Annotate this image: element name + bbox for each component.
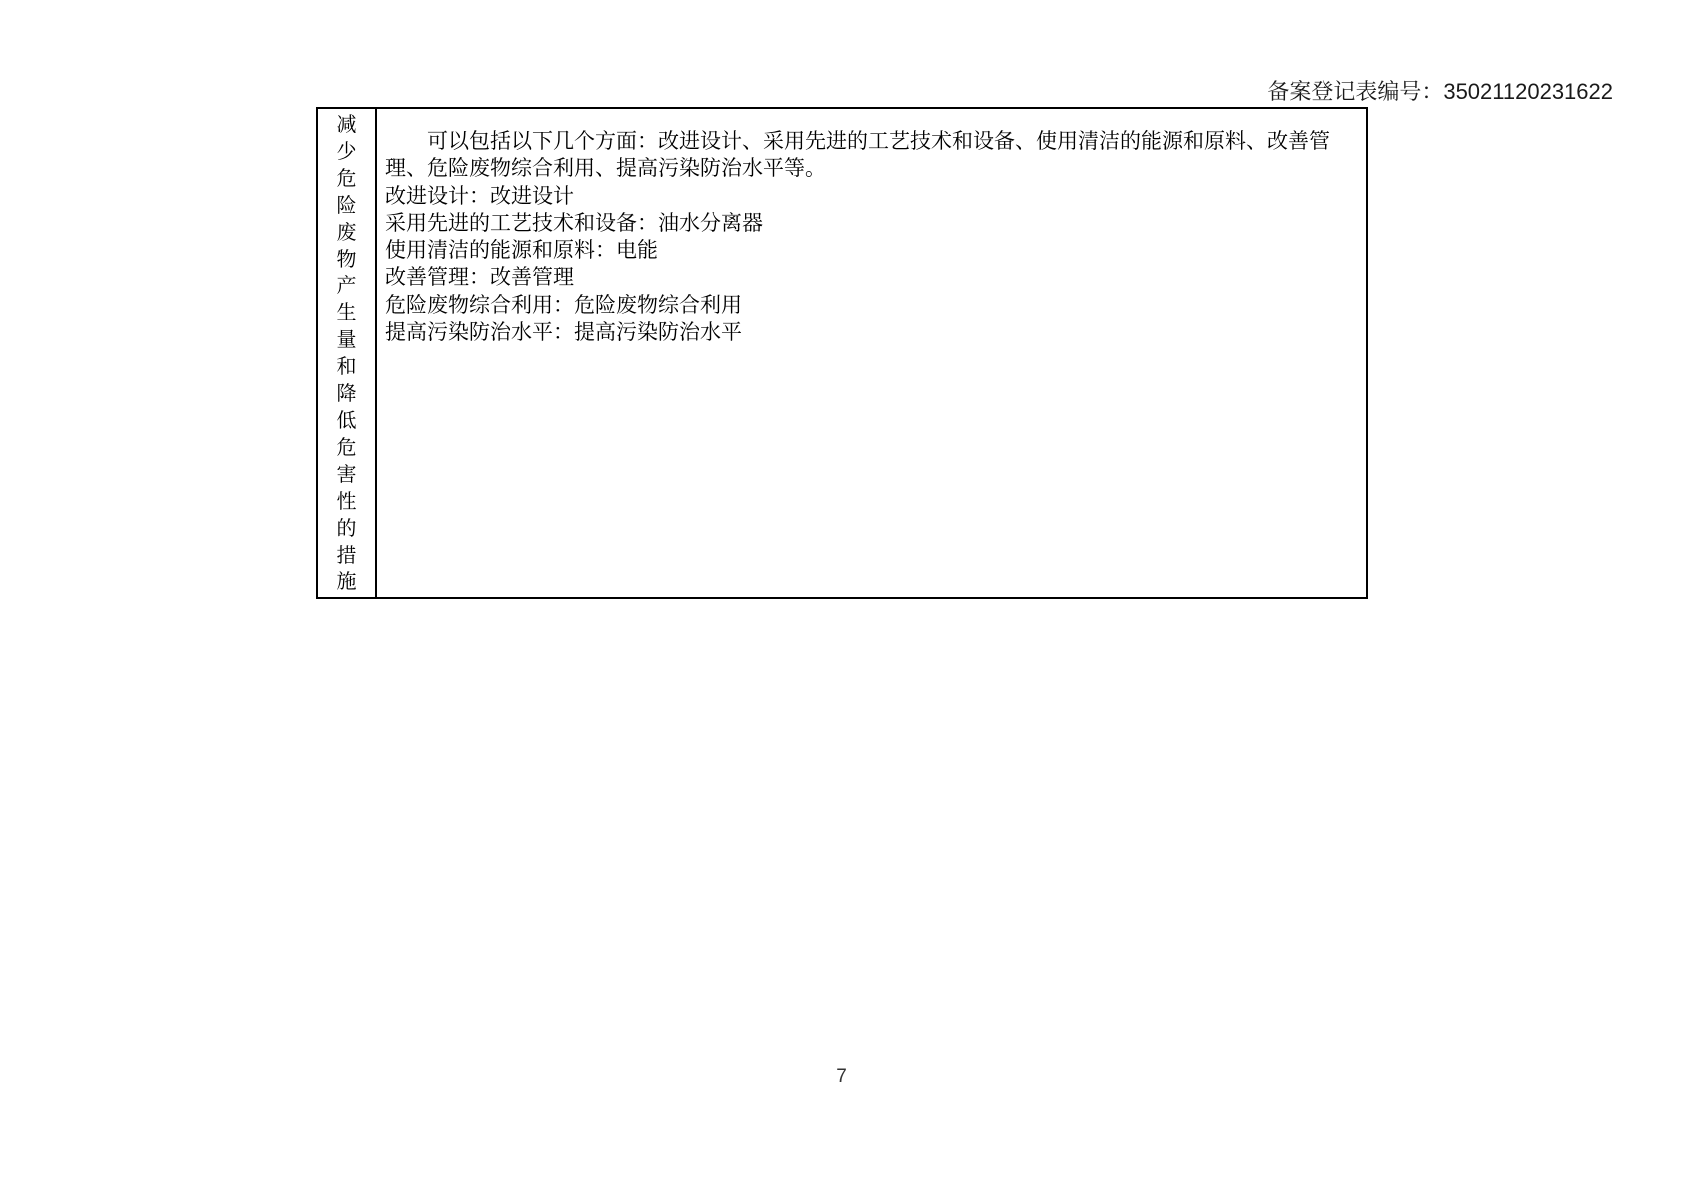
measures-content-cell xyxy=(377,109,1366,597)
page-number: 7 xyxy=(836,1066,847,1087)
measures-table xyxy=(316,107,1368,599)
measure-line-improve-management: 改善管理：改善管理 xyxy=(385,266,574,290)
row-header-label: 减少危险废物产生量和降低危害性的措施 xyxy=(336,114,357,594)
measures-intro-paragraph: 可以包括以下几个方面：改进设计、采用先进的工艺技术和设备、使用清洁的能源和原料、改善管理、危险废物综合利用、提高污染防治水平等。 xyxy=(385,130,1330,181)
measure-line-pollution-control: 提高污染防治水平：提高污染防治水平 xyxy=(385,321,742,345)
measure-line-advanced-technology: 采用先进的工艺技术和设备：油水分离器 xyxy=(385,211,763,235)
measure-line-comprehensive-utilization: 危险废物综合利用：危险废物综合利用 xyxy=(385,293,742,317)
measure-line-improve-design: 改进设计：改进设计 xyxy=(385,184,574,208)
measure-line-clean-energy: 使用清洁的能源和原料：电能 xyxy=(385,239,658,263)
row-header-cell xyxy=(318,109,377,597)
registration-number: 备案登记表编号：35021120231622 xyxy=(1267,79,1613,104)
